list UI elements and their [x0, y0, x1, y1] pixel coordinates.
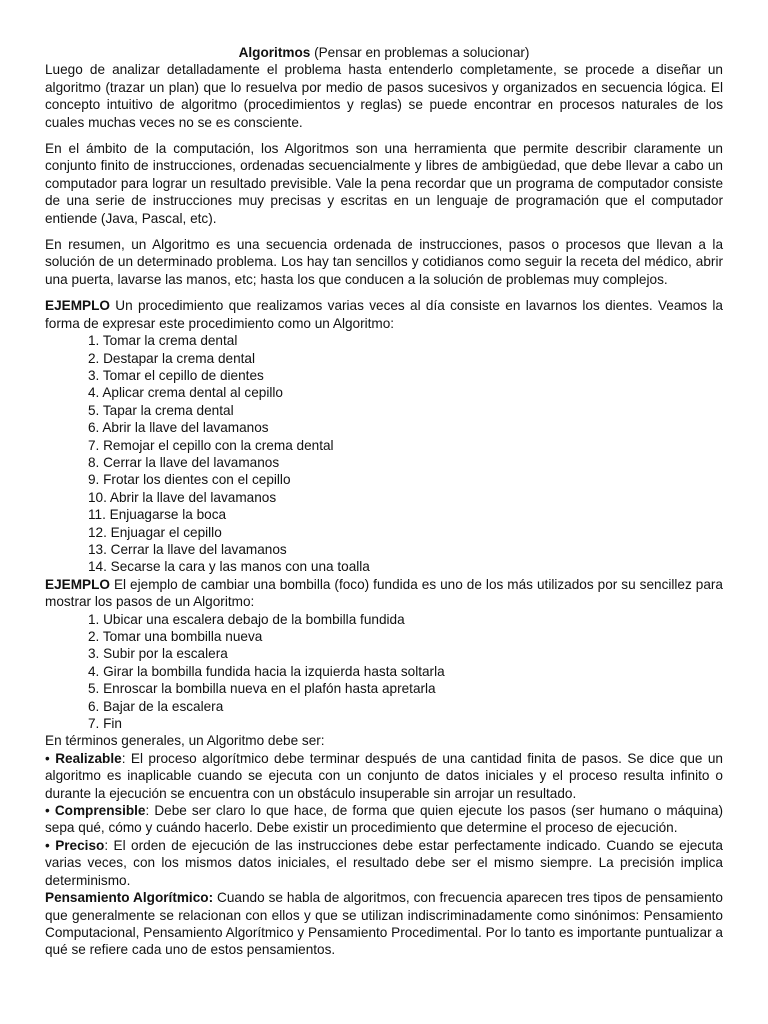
example2-paragraph	[45, 576, 723, 611]
thinking-term: Pensamiento Algorítmico:	[45, 890, 214, 906]
example1-paragraph	[45, 297, 723, 332]
property-realizable	[45, 750, 723, 802]
list-item: 5. Tapar la crema dental	[88, 402, 234, 418]
example2-steps-list	[45, 611, 723, 733]
list-item: 1. Tomar la crema dental	[88, 333, 238, 349]
summary-paragraph: En resumen, un Algoritmo es una secuencia ordenada de instrucciones, pasos o procesos que llevan a la solución de un determinado problema. Los hay tan sencillos y cotidianos como seguir la receta del médico, abrir una puerta, lavarse las manos, etc; hasta los que conducen a la solución de problemas muy complejos.	[45, 237, 723, 287]
list-item: 8. Cerrar la llave del lavamanos	[88, 454, 280, 470]
intro-paragraph: Luego de analizar detalladamente el problema hasta entenderlo completamente, se procede a diseñar un algoritmo (trazar un plan) que lo resuelva por medio de pasos sucesivos y organizados en secuencia lógica. El concepto intuitivo de algoritmo (procedimientos y reglas) se puede encontrar en procesos naturales de los cuales muchas veces no se es consciente.	[45, 62, 723, 130]
list-item: 6. Bajar de la escalera	[88, 698, 224, 714]
property-term: Preciso	[55, 837, 105, 853]
list-item: 7. Fin	[88, 716, 122, 732]
bullet-glyph: •	[45, 750, 56, 766]
list-item: 13. Cerrar la llave del lavamanos	[88, 541, 287, 557]
list-item: 4. Girar la bombilla fundida hacia la izquierda hasta soltarla	[88, 663, 445, 679]
list-item: 3. Subir por la escalera	[88, 646, 228, 662]
list-item: 5. Enroscar la bombilla nueva en el plafón hasta apretarla	[88, 681, 436, 697]
list-item: 2. Destapar la crema dental	[88, 350, 255, 366]
property-comprensible	[45, 802, 723, 837]
property-text: : El orden de ejecución de las instrucciones debe estar perfectamente indicado. Cuando se ejecuta varias veces, con los mismos datos iniciales, el resultado debe ser el mismo siempre. La precisión implica determinismo.	[45, 837, 723, 888]
computing-paragraph: En el ámbito de la computación, los Algoritmos son una herramienta que permite describir claramente un conjunto finito de instrucciones, ordenadas secuencialmente y libres de ambigüedad, que debe llevar a cabo un computador para lograr un resultado previsible. Vale la pena recordar que un programa de computador consiste de una serie de instrucciones muy precisas y escritas en un lenguaje de programación que el computador entiende (Java, Pascal, etc).	[45, 141, 723, 226]
example1-steps-list	[45, 332, 723, 576]
example2-label: EJEMPLO	[45, 576, 110, 592]
example1-label: EJEMPLO	[45, 298, 110, 314]
list-item: 3. Tomar el cepillo de dientes	[88, 367, 264, 383]
list-item: 9. Frotar los dientes con el cepillo	[88, 472, 291, 488]
bullet-glyph: •	[45, 803, 55, 819]
list-item: 7. Remojar el cepillo con la crema dental	[88, 437, 334, 453]
bullet-glyph: •	[45, 837, 56, 853]
list-item: 2. Tomar una bombilla nueva	[88, 629, 263, 644]
example1-text: Un procedimiento que realizamos varias veces al día consiste en lavarnos los dientes. Veamos la forma de expresar este procedimiento como un Algoritmo:	[45, 298, 723, 331]
document-title	[45, 44, 723, 61]
thinking-paragraph	[45, 889, 723, 959]
list-item: 12. Enjuagar el cepillo	[88, 524, 222, 540]
title-bold: Algoritmos	[238, 45, 311, 60]
thinking-text: Cuando se habla de algoritmos, con frecuencia aparecen tres tipos de pensamiento que generalmente se relacionan con ellos y que se utilizan indiscriminadamente como sinónimos: Pensamiento Computacional, Pensamiento Algorítmico y Pensamiento Procedimental. Por lo tanto es importante puntualizar a qué se refiere cada uno de estos pensamientos.	[45, 890, 723, 958]
general-intro: En términos generales, un Algoritmo debe ser:	[45, 733, 325, 749]
list-item: 10. Abrir la llave del lavamanos	[88, 489, 277, 505]
document-page	[45, 44, 723, 959]
property-text: : El proceso algorítmico debe terminar después de una cantidad finita de pasos. Se dice que un algoritmo es inaplicable cuando se ejecuta con un conjunto de datos iniciales y el proceso resulta infinito o durante la ejecución se encuentra con un obstáculo insuperable sin arrojar un resultado.	[45, 750, 723, 801]
list-item: 6. Abrir la llave del lavamanos	[88, 420, 269, 436]
list-item: 1. Ubicar una escalera debajo de la bombilla fundida	[88, 611, 405, 627]
property-text: : Debe ser claro lo que hace, de forma que quien ejecute los pasos (ser humano o máquina) sepa qué, cómo y cuándo hacerlo. Debe existir un procedimiento que determine el proceso de ejecución.	[45, 803, 723, 836]
example2-text: El ejemplo de cambiar una bombilla (foco) fundida es uno de los más utilizados por su sencillez para mostrar los pasos de un Algoritmo:	[45, 576, 723, 610]
property-preciso	[45, 837, 723, 889]
property-term: Realizable	[55, 750, 122, 766]
property-term: Comprensible	[54, 803, 146, 819]
list-item: 11. Enjuagarse la boca	[88, 507, 227, 523]
list-item: 14. Secarse la cara y las manos con una toalla	[88, 559, 370, 575]
list-item: 4. Aplicar crema dental al cepillo	[88, 385, 283, 401]
title-subtitle: (Pensar en problemas a solucionar)	[310, 45, 530, 60]
